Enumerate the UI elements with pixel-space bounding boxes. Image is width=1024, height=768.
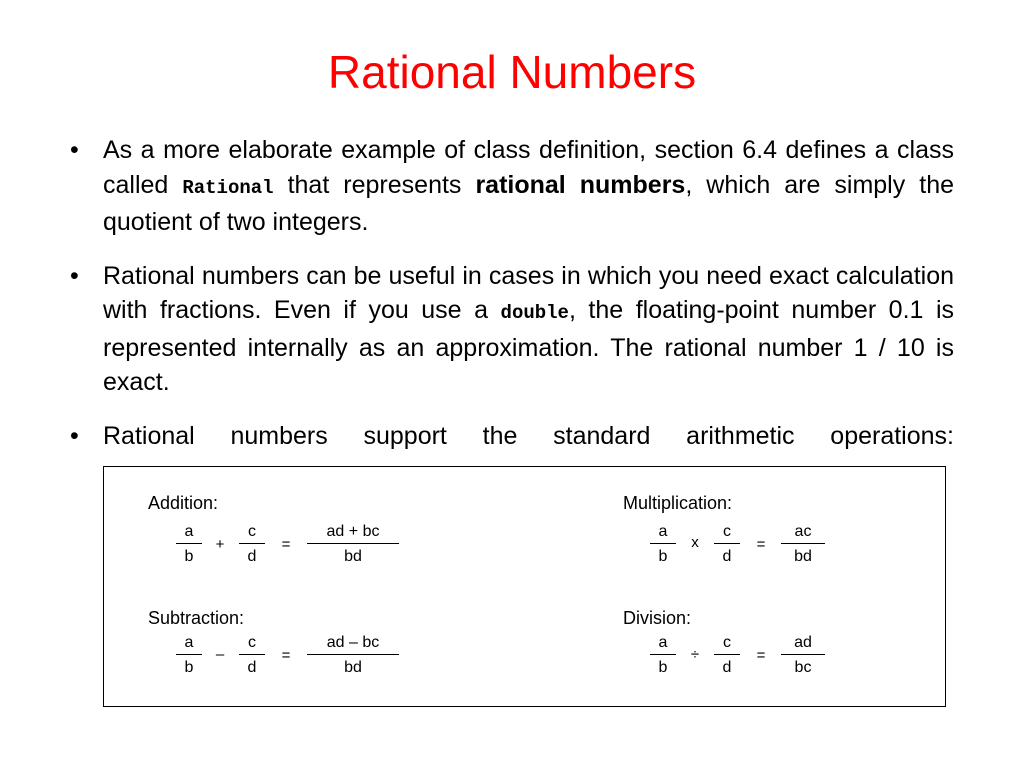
denominator: b — [658, 659, 668, 676]
bullet-text: Rational numbers support the standard arithmetic operations: — [103, 421, 954, 450]
bullet-list — [70, 133, 954, 465]
multiplication-left-fraction — [650, 523, 676, 566]
equals-sign: = — [281, 536, 291, 553]
numerator: a — [658, 634, 668, 651]
multiplication-label: Multiplication: — [623, 493, 733, 513]
numerator: ad + bc — [326, 523, 380, 540]
numerator: c — [248, 523, 256, 540]
equals-sign: = — [281, 647, 291, 664]
multiplication-right-fraction — [714, 523, 740, 566]
numerator: ad – bc — [326, 634, 380, 651]
addition-label: Addition: — [148, 493, 219, 513]
numerator: c — [723, 523, 731, 540]
bullet-text: As a more elaborate example of class definition, section 6.4 defines a class called — [103, 136, 954, 199]
subtraction-left-fraction — [176, 634, 202, 677]
numerator: c — [723, 634, 731, 651]
bullet-dot: • — [70, 136, 79, 164]
subtraction-right-fraction — [239, 634, 265, 677]
bold-term-rational-numbers: rational numbers — [475, 170, 686, 199]
numerator: a — [184, 634, 194, 651]
denominator: d — [247, 659, 257, 676]
bullet-text: that represents — [273, 170, 476, 199]
divide-operator: ÷ — [690, 646, 700, 663]
bullet-dot: • — [70, 421, 79, 450]
minus-operator: – — [215, 646, 225, 663]
equals-sign: = — [756, 536, 766, 553]
division-left-fraction — [650, 634, 676, 677]
denominator: d — [722, 659, 732, 676]
bullet-text: , which are simply the quotient of two integers. — [103, 170, 954, 236]
denominator: bd — [794, 548, 812, 565]
equals-sign: = — [756, 647, 766, 664]
division-right-fraction — [714, 634, 740, 677]
numerator: a — [658, 523, 668, 540]
denominator: bd — [344, 548, 362, 565]
times-operator: x — [691, 534, 699, 551]
numerator: c — [248, 634, 256, 651]
code-double: double — [500, 302, 569, 324]
operations-figure — [103, 466, 946, 707]
slide-title: Rational Numbers — [327, 46, 697, 98]
denominator: bd — [344, 659, 362, 676]
bullet-item-class-definition — [70, 133, 954, 240]
code-rational: Rational — [182, 176, 274, 199]
plus-operator: + — [215, 536, 225, 553]
bullet-text: , the floating-point number 0.1 is represented internally as an approximation. The rational number 1 / 10 is exact. — [103, 296, 954, 396]
multiplication-result-fraction — [781, 523, 825, 566]
subtraction-label: Subtraction: — [148, 608, 245, 628]
denominator: d — [722, 548, 732, 565]
numerator: a — [184, 523, 194, 540]
division-label: Division: — [623, 608, 692, 628]
numerator: ac — [794, 523, 812, 540]
addition-left-fraction — [176, 523, 202, 566]
addition-right-fraction — [239, 523, 265, 566]
bullet-text: Rational numbers can be useful in cases in which you need exact calculation with fractions. Even if you use a — [103, 261, 954, 324]
denominator: b — [184, 548, 194, 565]
subtraction-result-fraction — [307, 634, 399, 677]
division-result-fraction — [781, 634, 825, 677]
denominator: bc — [794, 659, 812, 676]
bullet-item-exact-calculation — [70, 259, 954, 400]
bullet-dot: • — [70, 261, 79, 290]
bullet-item-arithmetic-operations — [70, 419, 954, 454]
numerator: ad — [794, 634, 812, 651]
denominator: d — [247, 548, 257, 565]
denominator: b — [658, 548, 668, 565]
denominator: b — [184, 659, 194, 676]
addition-result-fraction — [307, 523, 399, 566]
